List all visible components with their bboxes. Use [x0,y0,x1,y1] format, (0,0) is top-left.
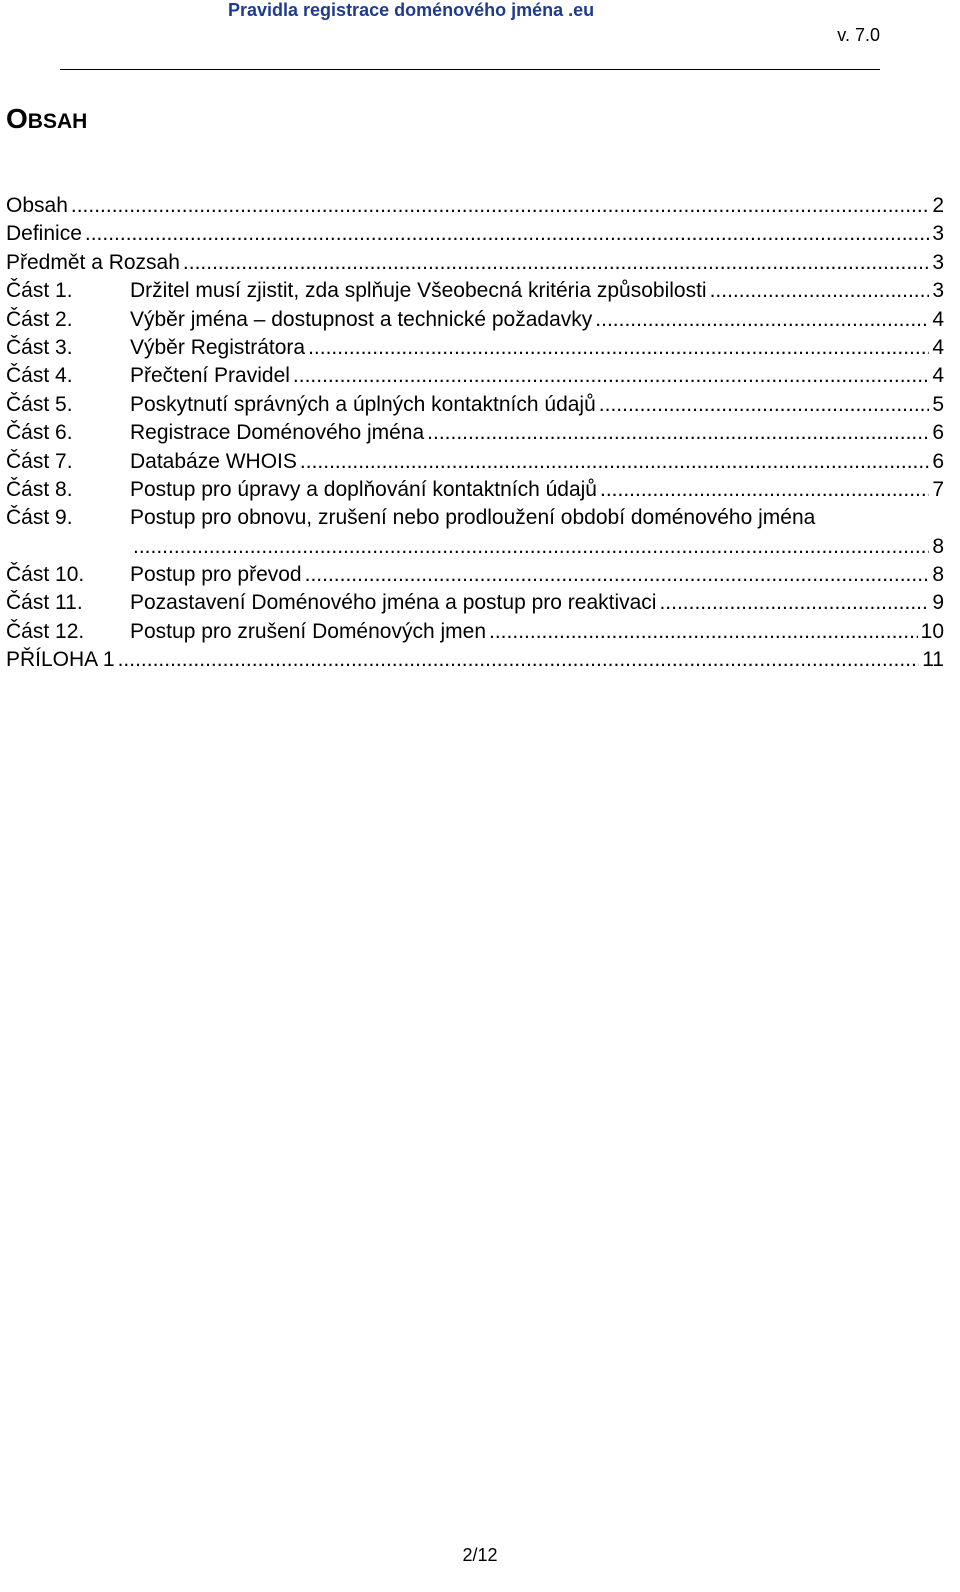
toc-entry[interactable] [6,334,944,362]
toc-leader [305,561,930,589]
toc-entry-title: PŘÍLOHA 1 [6,648,115,672]
toc-entry-title: Výběr Registrátora [130,335,306,359]
toc-entry-number: Část 8. [6,477,73,501]
toc-heading-initial: O [6,103,28,134]
toc-entry-title: Postup pro obnovu, zrušení nebo prodloužení období doménového jména [130,506,816,530]
toc-leader [85,220,929,248]
toc-entry-title: Držitel musí zjistit, zda splňuje Všeobecná kritéria způsobilosti [130,279,707,303]
toc-entry[interactable] [6,646,944,674]
toc-leader [600,476,929,504]
toc-entry[interactable] [6,277,944,305]
toc-entry[interactable] [6,362,944,390]
toc-entry-number: Část 1. [6,279,73,303]
toc-entry[interactable] [6,589,944,617]
toc-entry[interactable] [6,476,944,504]
toc-entry[interactable] [6,220,944,248]
toc-entry[interactable] [6,561,944,589]
toc-entry-number: Část 5. [6,392,73,416]
toc-entry[interactable] [6,618,944,646]
toc-entry-number: Část 10. [6,563,85,587]
toc-leader [308,334,929,362]
toc-leader [300,448,929,476]
toc-entry-number: Část 7. [6,449,73,473]
toc-entry[interactable] [6,306,944,334]
toc-entry-title: Postup pro převod [130,563,302,587]
toc-leader [133,533,929,561]
toc-leader [710,277,930,305]
toc-entry-number: Část 6. [6,421,73,445]
toc-leader [599,391,930,419]
toc-entry-page: 3 [932,250,944,274]
toc-entry[interactable] [6,448,944,476]
toc-leader [427,419,929,447]
page-number: 2/12 [462,1545,498,1565]
toc-heading-rest: BSAH [27,110,88,133]
toc-entry-page: 6 [932,449,944,473]
toc-entry-page: 3 [932,222,944,246]
toc-entry-page: 7 [932,477,944,501]
toc-entry[interactable] [6,504,944,532]
toc-entry[interactable] [6,419,944,447]
toc-entry-page: 2 [932,194,944,217]
toc-entry[interactable] [6,192,944,220]
toc-entry-title: Obsah [6,194,68,217]
toc-entry-number: Část 12. [6,619,85,643]
toc-entry-title: Poskytnutí správných a úplných kontaktních údajů [130,392,596,416]
toc-entry-title: Přečtení Pravidel [130,364,290,388]
toc-leader [293,362,929,390]
toc-entry-title: Postup pro úpravy a doplňování kontaktních údajů [130,477,597,501]
toc-entry-page: 4 [932,335,944,359]
toc-entry-number: Část 11. [6,591,83,615]
document-header-title: Pravidla registrace doménového jména .eu [228,0,595,20]
toc-leader [71,192,929,220]
toc-leader [489,618,918,646]
toc-entry-title: Registrace Doménového jména [130,421,425,445]
toc-entry-page: 11 [922,648,944,672]
toc-entry-number: Část 4. [6,364,73,388]
toc-leader [659,589,929,617]
toc-entry-continuation[interactable] [6,533,944,561]
toc-entry-title: Postup pro zrušení Doménových jmen [130,619,487,643]
toc-heading [6,103,87,135]
toc-entry-title: Výběr jména – dostupnost a technické požadavky [130,307,593,331]
toc-entry-title: Definice [6,222,82,246]
toc-entry-page: 8 [932,563,944,587]
toc-entry[interactable] [6,391,944,419]
toc-entry-page: 10 [920,619,944,643]
toc-entry-title: Předmět a Rozsah [6,250,180,274]
toc-leader [595,306,929,334]
document-version: v. 7.0 [837,25,880,45]
toc-entry-page: 8 [932,534,944,558]
toc-leader [118,646,920,674]
toc-entry-title: Pozastavení Doménového jména a postup pro reaktivaci [130,591,657,615]
toc-entry-number: Část 2. [6,307,73,331]
toc-entry[interactable] [6,249,944,277]
toc-entry-title: Databáze WHOIS [130,449,297,473]
toc-entry-page: 4 [932,307,944,331]
toc-entry-number: Část 9. [6,506,73,530]
toc-entry-page: 3 [932,279,944,303]
header-divider [60,69,880,70]
table-of-contents [6,192,944,675]
toc-leader [183,249,929,277]
toc-entry-number: Část 3. [6,335,73,359]
toc-entry-page: 9 [932,591,944,615]
toc-entry-page: 5 [932,392,944,416]
toc-entry-page: 6 [932,421,944,445]
toc-entry-page: 4 [932,364,944,388]
